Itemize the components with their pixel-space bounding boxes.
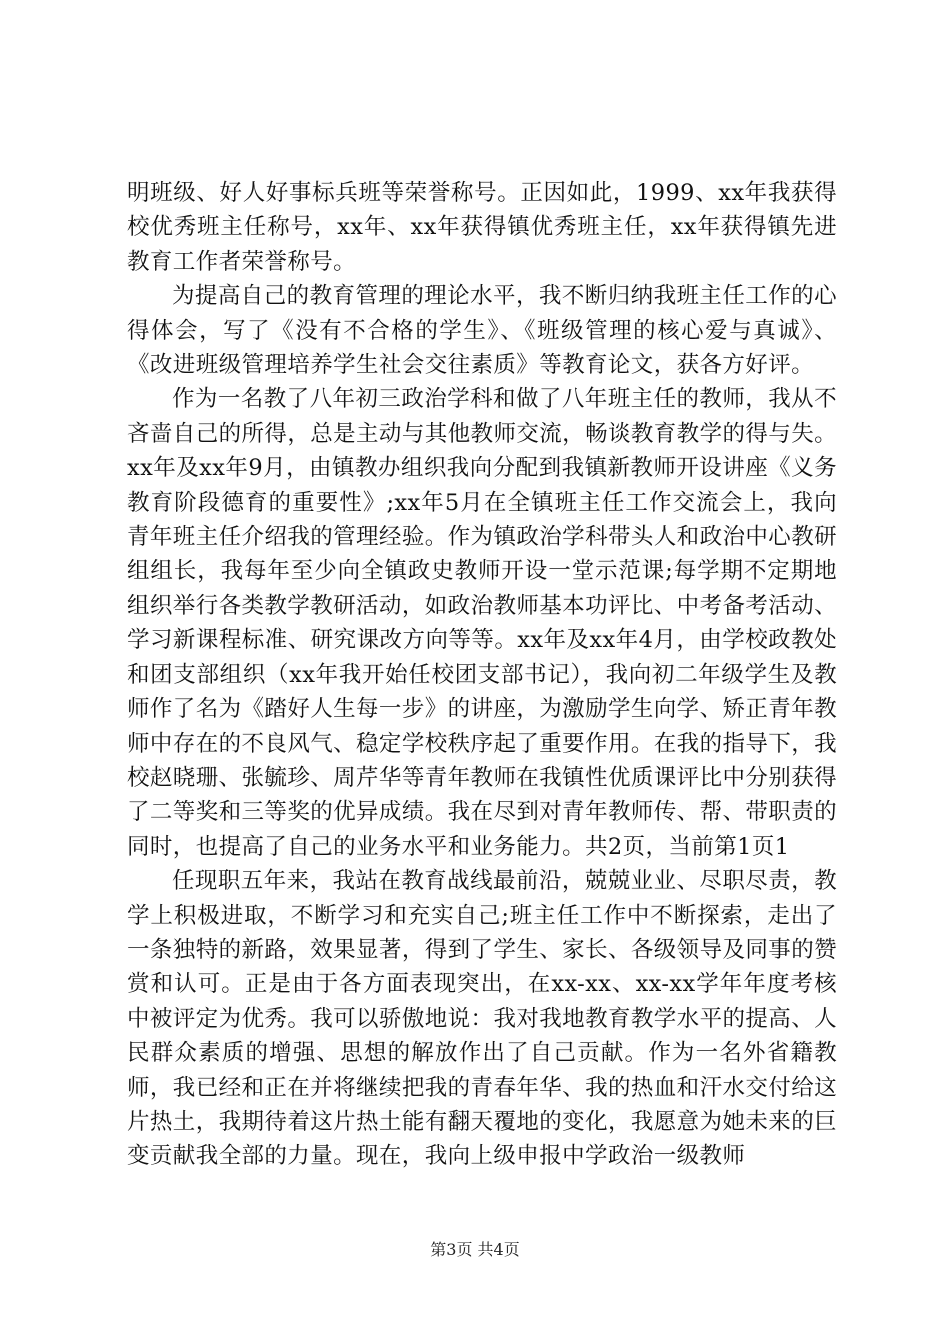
- paragraph-4: 任现职五年来，我站在教育战线最前沿，兢兢业业、尽职尽责，教学上积极进取，不断学习和充实自己;班主任工作中不断探索，走出了一条独特的新路，效果显著，得到了学生、家长、各级领导及同事的赞赏和认可。正是由于各方面表现突出，在xx-xx、xx-xx学年年度考核中被评定为优秀。我可以骄傲地说：我对我地教育教学水平的提高、人民群众素质的增强、思想的解放作出了自己贡献。作为一名外省籍教师，我已经和正在并将继续把我的青春年华、我的热血和汗水交付给这片热土，我期待着这片热土能有翻天覆地的变化，我愿意为她未来的巨变贡献我全部的力量。现在，我向上级申报中学政治一级教师: [127, 868, 837, 1170]
- paragraph-3: 作为一名教了八年初三政治学科和做了八年班主任的教师，我从不吝啬自己的所得，总是主动与其他教师交流，畅谈教育教学的得与失。xx年及xx年9月，由镇教办组织我向分配到我镇新教师开设讲座《义务教育阶段德育的重要性》;xx年5月在全镇班主任工作交流会上，我向青年班主任介绍我的管理经验。作为镇政治学科带头人和政治中心教研组组长，我每年至少向全镇政史教师开设一堂示范课;每学期不定期地组织举行各类教学教研活动，如政治教师基本功评比、中考备考活动、学习新课程标准、研究课改方向等等。xx年及xx年4月，由学校政教处和团支部组织（xx年我开始任校团支部书记），我向初二年级学生及教师作了名为《踏好人生每一步》的讲座，为激励学生向学、矫正青年教师中存在的不良风气、稳定学校秩序起了重要作用。在我的指导下，我校赵晓珊、张毓珍、周芹华等青年教师在我镇性优质课评比中分别获得了二等奖和三等奖的优异成绩。我在尽到对青年教师传、帮、带职责的同时，也提高了自己的业务水平和业务能力。共2页，当前第1页1: [127, 386, 837, 860]
- document-body: [127, 176, 837, 1174]
- page-number-footer: 第3页 共4页: [430, 1240, 520, 1259]
- paragraph-2: 为提高自己的教育管理的理论水平，我不断归纳我班主任工作的心得体会，写了《没有不合格的学生》、《班级管理的核心爱与真诚》、《改进班级管理培养学生社会交往素质》等教育论文，获各方好评。: [127, 283, 837, 379]
- paragraph-1: 明班级、好人好事标兵班等荣誉称号。正因如此，1999、xx年我获得校优秀班主任称号，xx年、xx年获得镇优秀班主任，xx年获得镇先进教育工作者荣誉称号。: [127, 180, 837, 275]
